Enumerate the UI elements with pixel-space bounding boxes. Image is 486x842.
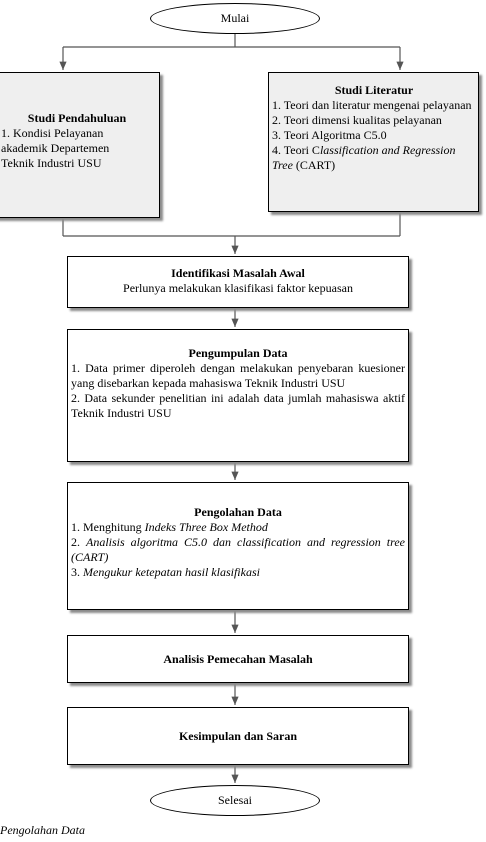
studi-pendahuluan-title: Studi Pendahuluan (27, 111, 127, 125)
end-terminal (150, 785, 320, 816)
studi-literatur-item-4-suffix: (CART) (292, 158, 336, 172)
analisis-box (67, 635, 409, 683)
end-label: Selesai (218, 793, 252, 807)
studi-pendahuluan-box (0, 72, 160, 218)
studi-literatur-item-2: 2. Teori dimensi kualitas pelayanan (272, 113, 442, 127)
pengolahan-item-2-prefix: 2. (71, 535, 86, 549)
pengolahan-item-1-italic: Indeks Three Box Method (144, 520, 268, 534)
studi-literatur-item-4 (272, 143, 476, 173)
pengolahan-item-3 (71, 565, 405, 580)
studi-pendahuluan-line-2: akademik Departemen (1, 141, 110, 155)
pengolahan-item-1 (71, 520, 405, 535)
pengumpulan-item-2: 2. Data sekunder penelitian ini adalah data jumlah mahasiswa aktif Teknik Industri USU (71, 391, 405, 420)
pengolahan-item-3-prefix: 3. (71, 565, 83, 579)
studi-literatur-item-4-prefix: 4. Teori C (272, 143, 320, 157)
start-label: Mulai (220, 11, 250, 25)
pengumpulan-box (67, 329, 409, 462)
pengolahan-item-3-italic: Mengukur ketepatan hasil klasifikasi (83, 565, 260, 579)
pengolahan-box (67, 482, 409, 610)
kesimpulan-title: Kesimpulan dan Saran (178, 729, 298, 743)
figure-caption: Pengolahan Data (0, 823, 85, 837)
identifikasi-box (67, 256, 409, 308)
studi-literatur-item-1: 1. Teori dan literatur mengenai pelayanan (272, 98, 472, 112)
studi-literatur-title: Studi Literatur (334, 83, 414, 97)
studi-literatur-item-3: 3. Teori Algoritma C5.0 (272, 128, 387, 142)
start-terminal (150, 3, 320, 34)
pengolahan-item-1-prefix: 1. Menghitung (71, 520, 145, 534)
studi-literatur-item-4-italic: lassification and Regression Tree (272, 143, 456, 172)
studi-pendahuluan-line-3: Teknik Industri USU (1, 156, 102, 170)
pengumpulan-title: Pengumpulan Data (188, 346, 288, 360)
kesimpulan-box (67, 707, 409, 765)
identifikasi-text: Perlunya melakukan klasifikasi faktor kepuasan (123, 281, 353, 295)
studi-literatur-box (268, 72, 479, 212)
pengolahan-item-2 (71, 535, 405, 565)
pengolahan-title: Pengolahan Data (194, 505, 282, 519)
identifikasi-title: Identifikasi Masalah Awal (171, 266, 305, 280)
pengolahan-item-2-italic: Analisis algoritma C5.0 dan classification and regression tree (CART) (71, 535, 405, 564)
analisis-title: Analisis Pemecahan Masalah (163, 652, 313, 666)
studi-pendahuluan-line-1: 1. Kondisi Pelayanan (1, 126, 104, 140)
pengumpulan-item-1: 1. Data primer diperoleh dengan melakukan penyebaran kuesioner yang disebarkan kepada mahasiswa Teknik Industri USU (71, 361, 405, 390)
